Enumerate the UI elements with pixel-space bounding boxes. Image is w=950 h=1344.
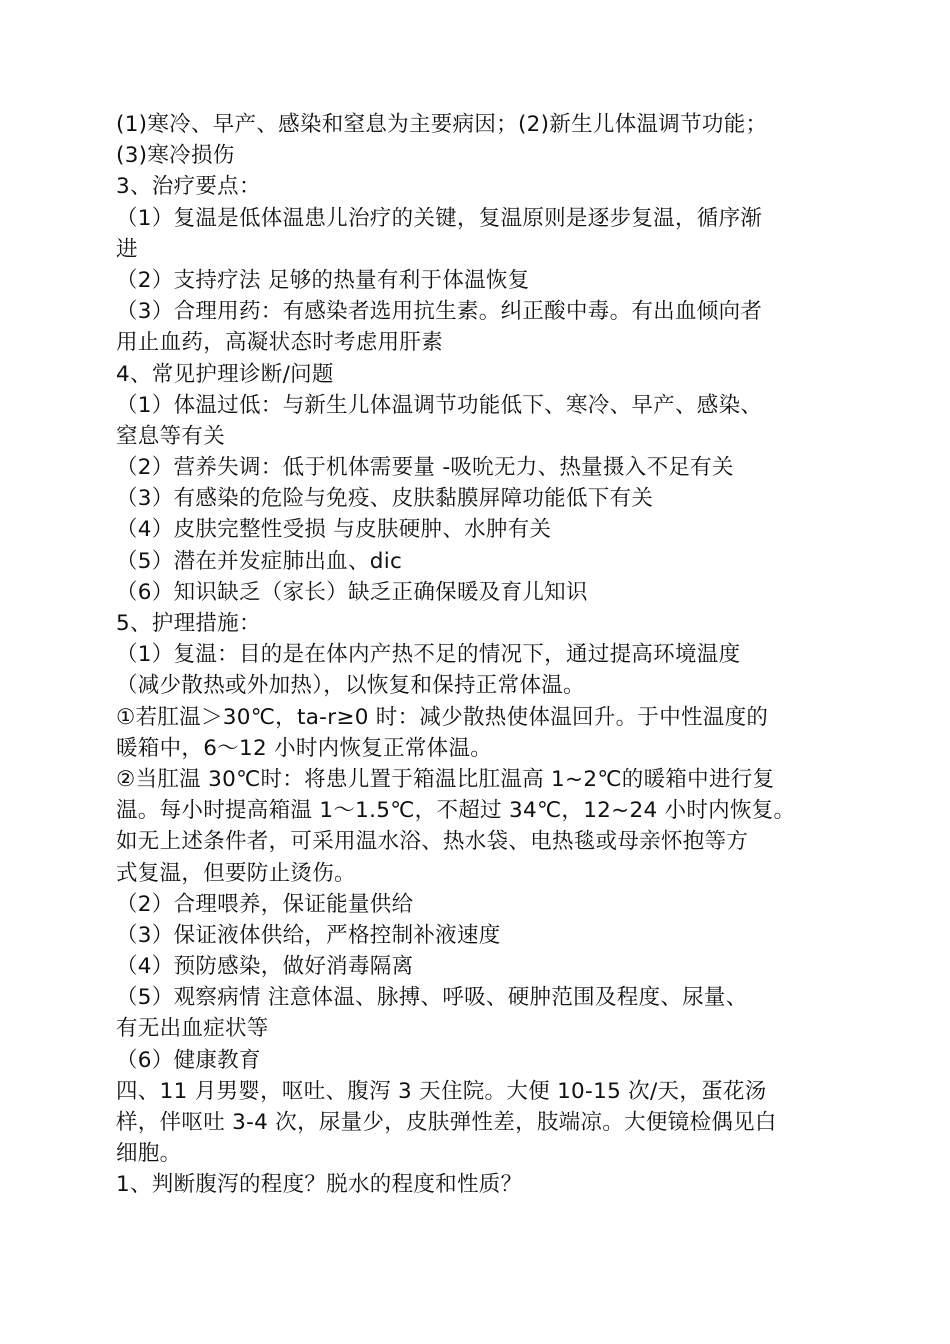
text-line: ①若肛温＞30℃，ta-r≥0 时：减少散热使体温回升。于中性温度的: [116, 704, 769, 730]
text-line: （减少散热或外加热），以恢复和保持正常体温。: [116, 673, 585, 699]
text-line: （3）合理用药：有感染者选用抗生素。纠正酸中毒。有出血倾向者: [116, 299, 763, 325]
text-line: 样，伴呕吐 3-4 次，尿量少，皮肤弹性差，肢端凉。大便镜检偶见白: [116, 1110, 777, 1135]
section-heading: 四、11 月男婴，呕吐、腹泻 3 天住院。大便 10-15 次/天，蛋花汤: [116, 1078, 767, 1104]
text-line: （1）体温过低：与新生儿体温调节功能低下、寒冷、早产、感染、: [116, 392, 763, 418]
section-heading: 1、判断腹泻的程度？脱水的程度和性质？: [116, 1172, 523, 1198]
text-line: （4）皮肤完整性受损 与皮肤硬肿、水肿有关: [116, 517, 552, 543]
text-line: （2）支持疗法 足够的热量有利于体温恢复: [116, 267, 530, 293]
text-line: ②当肛温 30℃时：将患儿置于箱温比肛温高 1~2℃的暖箱中进行复: [116, 766, 775, 792]
text-line: 暖箱中，6～12 小时内恢复正常体温。: [116, 735, 493, 761]
text-line: 用止血药，高凝状态时考虑用肝素: [116, 330, 444, 356]
text-line: 温。每小时提高箱温 1～1.5℃，不超过 34℃，12~24 小时内恢复。: [116, 798, 796, 824]
text-line: （1）复温是低体温患儿治疗的关键，复温原则是逐步复温，循序渐: [116, 205, 763, 231]
text-line: （4）预防感染，做好消毒隔离: [116, 954, 414, 980]
document-body: [116, 109, 838, 1201]
section-heading: 5、护理措施：: [116, 611, 261, 636]
text-line: （6）知识缺乏（家长）缺乏正确保暖及育儿知识: [116, 579, 588, 605]
section-heading: 4、常见护理诊断/问题: [116, 361, 334, 387]
text-line: （3）保证液体供给，严格控制补液速度: [116, 922, 501, 948]
text-line: （2）营养失调：低于机体需要量 -吸吮无力、热量摄入不足有关: [116, 455, 734, 481]
text-line: （5）观察病情 注意体温、脉搏、呼吸、硬肿范围及程度、尿量、: [116, 985, 748, 1011]
text-line: （2）合理喂养，保证能量供给: [116, 891, 414, 917]
text-line: 细胞。: [116, 1141, 182, 1167]
text-line: （5）潜在并发症肺出血、dic: [116, 548, 403, 574]
text-line: （6）健康教育: [116, 1047, 261, 1073]
text-line: 如无上述条件者，可采用温水浴、热水袋、电热毯或母亲怀抱等方: [116, 829, 749, 855]
text-line: 窒息等有关: [116, 423, 226, 449]
text-line: 有无出血症状等: [116, 1016, 269, 1042]
text-line: (1)寒冷、早产、感染和窒息为主要病因；(2)新生儿体温调节功能；: [116, 112, 768, 137]
text-line: （3）有感染的危险与免疫、皮肤黏膜屏障功能低下有关: [116, 486, 654, 512]
text-line: （1）复温：目的是在体内产热不足的情况下，通过提高环境温度: [116, 642, 741, 668]
text-line: 进: [116, 236, 138, 262]
section-heading: 3、治疗要点：: [116, 174, 261, 200]
text-line: 式复温，但要防止烫伤。: [116, 860, 356, 886]
text-line: (3)寒冷损伤: [116, 143, 235, 169]
